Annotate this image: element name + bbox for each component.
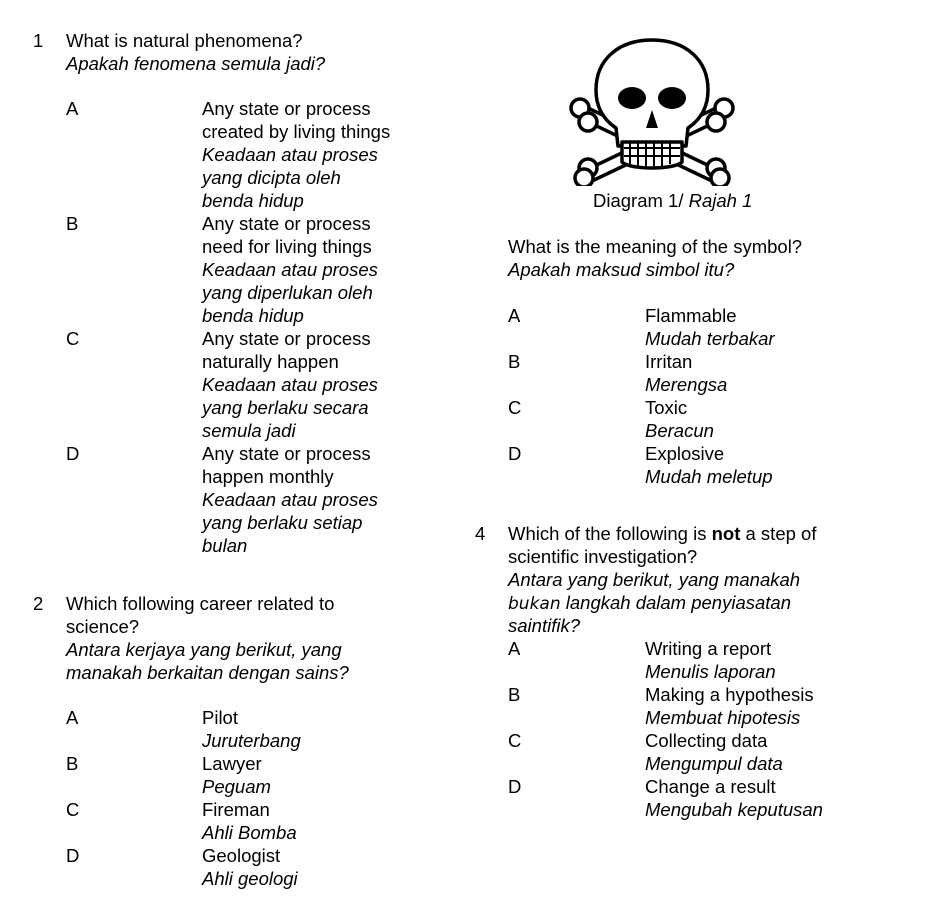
q1-option-a-line-ms: yang dicipta oleh — [202, 167, 341, 188]
q4-question-en-line2: scientific investigation? — [508, 546, 698, 567]
q4-question-en-line1 — [508, 522, 816, 545]
q2-option-b-en: Lawyer — [202, 753, 262, 774]
q1-option-a-line: created by living things — [202, 121, 391, 142]
q1-option-a-line-ms: Keadaan atau proses — [202, 144, 378, 165]
q4-option-b-letter: B — [508, 684, 521, 705]
q1-question-ms: Apakah fenomena semula jadi? — [66, 53, 326, 74]
q2-option-b-ms: Peguam — [202, 776, 271, 797]
q3-option-b-en: Irritan — [645, 351, 693, 372]
q1-option-a-line: Any state or process — [202, 98, 371, 119]
q4-question-en-bold: not — [711, 523, 741, 544]
q1-option-b-letter: B — [66, 213, 79, 234]
q2-option-d-letter: D — [66, 845, 80, 866]
q4-option-a — [645, 637, 776, 683]
q3-option-c — [645, 396, 714, 442]
q1-option-c — [202, 327, 378, 442]
diagram-caption-en: Diagram 1/ — [593, 190, 684, 211]
q3-option-a-letter: A — [508, 305, 521, 326]
q4-option-d — [645, 775, 823, 821]
q1-option-c-line: naturally happen — [202, 351, 339, 372]
q2-option-a-ms: Juruterbang — [202, 730, 301, 751]
q4-option-a-en: Writing a report — [645, 638, 772, 659]
q1-option-d-line-ms: yang berlaku setiap — [202, 512, 363, 533]
q1-option-c-letter: C — [66, 328, 80, 349]
q2-option-c — [202, 798, 297, 844]
q4-question-ms-bukan: bukan — [508, 594, 561, 614]
q4-option-b-ms: Membuat hipotesis — [645, 707, 801, 728]
q3-option-d-en: Explosive — [645, 443, 725, 464]
q4-option-a-ms: Menulis laporan — [645, 661, 776, 682]
q1-option-d-line-ms: bulan — [202, 535, 248, 556]
q1-option-b-line-ms: Keadaan atau proses — [202, 259, 378, 280]
q2-option-c-letter: C — [66, 799, 80, 820]
q1-option-c-line-ms: Keadaan atau proses — [202, 374, 378, 395]
q1-option-b-line-ms: yang diperlukan oleh — [202, 282, 373, 303]
q4-option-c-en: Collecting data — [645, 730, 768, 751]
q3-option-d-letter: D — [508, 443, 522, 464]
q1-option-a — [202, 97, 390, 212]
q2-question-en-line: science? — [66, 616, 140, 637]
q4-question-ms-line3: saintifik? — [508, 615, 580, 636]
q1-option-c-line-ms: yang berlaku secara — [202, 397, 369, 418]
q2-option-c-ms: Ahli Bomba — [202, 822, 297, 843]
q1-option-b — [202, 212, 378, 327]
q2-question-ms-line: manakah berkaitan dengan sains? — [66, 662, 349, 683]
q1-number: 1 — [33, 30, 44, 51]
q3-option-c-en: Toxic — [645, 397, 688, 418]
q1-option-d-line-ms: Keadaan atau proses — [202, 489, 378, 510]
q1-question-en: What is natural phenomena? — [66, 30, 303, 51]
q1-option-c-line: Any state or process — [202, 328, 371, 349]
q2-option-b-letter: B — [66, 753, 79, 774]
q1-option-b-line-ms: benda hidup — [202, 305, 304, 326]
q4-question-ms-line2 — [508, 591, 791, 616]
q2-number: 2 — [33, 593, 44, 614]
q3-question-ms: Apakah maksud simbol itu? — [508, 259, 735, 280]
q2-option-d-en: Geologist — [202, 845, 281, 866]
q1-option-b-line: need for living things — [202, 236, 372, 257]
q4-question-en-pre: Which of the following is — [508, 523, 707, 544]
q4-option-d-letter: D — [508, 776, 522, 797]
q4-option-c-ms: Mengumpul data — [645, 753, 783, 774]
q1-option-d-line: Any state or process — [202, 443, 371, 464]
q2-option-b — [202, 752, 271, 798]
q2-question — [66, 592, 349, 684]
q3-option-b — [645, 350, 727, 396]
q2-option-d-ms: Ahli geologi — [202, 868, 298, 889]
q3-question-en: What is the meaning of the symbol? — [508, 236, 803, 257]
q3-option-d-ms: Mudah meletup — [645, 466, 773, 487]
q2-option-c-en: Fireman — [202, 799, 270, 820]
q1-option-b-line: Any state or process — [202, 213, 371, 234]
q3-option-c-ms: Beracun — [645, 420, 714, 441]
q1-option-d-letter: D — [66, 443, 80, 464]
q2-option-a-letter: A — [66, 707, 79, 728]
q2-option-d — [202, 844, 298, 890]
q4-number: 4 — [475, 523, 486, 544]
q1-option-c-line-ms: semula jadi — [202, 420, 296, 441]
q4-option-b — [645, 683, 814, 729]
diagram-caption-ms: Rajah 1 — [688, 190, 753, 211]
q2-question-en-line: Which following career related to — [66, 593, 335, 614]
q1-option-a-line-ms: benda hidup — [202, 190, 304, 211]
q3-option-c-letter: C — [508, 397, 522, 418]
q2-question-ms-line: Antara kerjaya yang berikut, yang — [66, 639, 342, 660]
q1-option-a-letter: A — [66, 98, 79, 119]
diagram-caption — [593, 189, 752, 212]
q4-option-c-letter: C — [508, 730, 522, 751]
q3-option-a — [645, 304, 775, 350]
q4-option-d-ms: Mengubah keputusan — [645, 799, 823, 820]
q4-option-a-letter: A — [508, 638, 521, 659]
q2-option-a — [202, 706, 301, 752]
q4-option-c — [645, 729, 783, 775]
q1-option-d-line: happen monthly — [202, 466, 334, 487]
q4-option-b-en: Making a hypothesis — [645, 684, 814, 705]
q4-question-en-post: a step of — [745, 523, 817, 544]
q3-option-b-letter: B — [508, 351, 521, 372]
q1-option-d — [202, 442, 378, 557]
q3-option-d — [645, 442, 773, 488]
q4-option-d-en: Change a result — [645, 776, 776, 797]
q2-option-a-en: Pilot — [202, 707, 238, 728]
q4-question-ms-line2-rest: langkah dalam penyiasatan — [565, 592, 791, 613]
skull-crossbones-icon — [566, 36, 738, 186]
q3-option-a-en: Flammable — [645, 305, 737, 326]
q3-option-a-ms: Mudah terbakar — [645, 328, 775, 349]
q4-question-ms-line1: Antara yang berikut, yang manakah — [508, 569, 801, 590]
q3-option-b-ms: Merengsa — [645, 374, 728, 395]
